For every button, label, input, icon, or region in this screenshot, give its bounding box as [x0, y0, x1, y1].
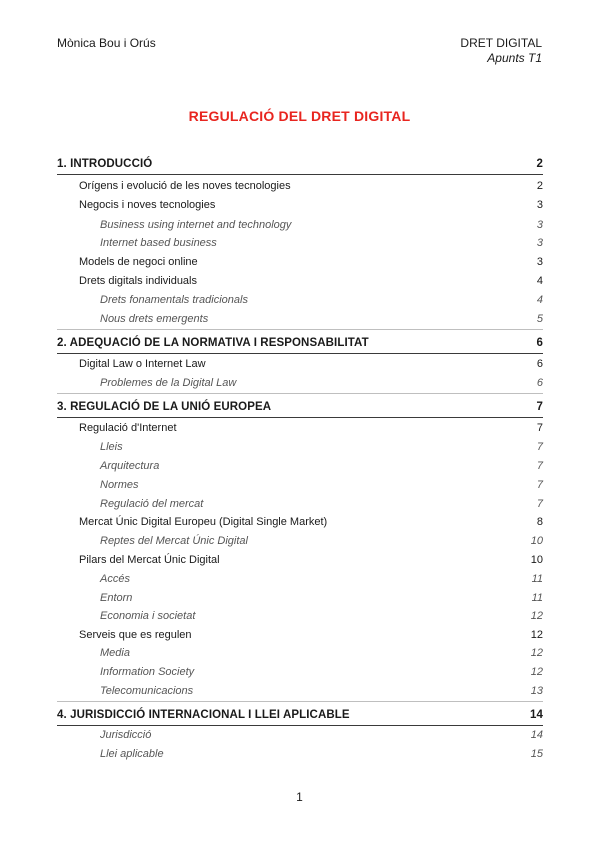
toc-entry-title: Accés [100, 573, 130, 585]
toc-entry-page: 3 [536, 256, 543, 268]
toc-entry-page: 12 [530, 666, 543, 678]
toc-entry-title: Entorn [100, 592, 133, 604]
toc-entry-page: 8 [536, 516, 543, 528]
toc-entry[interactable] [57, 532, 543, 550]
toc-entry[interactable] [57, 291, 543, 309]
toc-entry-title: Drets fonamentals tradicionals [100, 294, 248, 306]
toc-entry[interactable] [57, 234, 543, 252]
header-subject: DRET DIGITAL [460, 36, 542, 50]
toc-entry[interactable] [57, 334, 543, 352]
toc-entry-title: Serveis que es regulen [79, 629, 192, 641]
toc-entry[interactable] [57, 551, 543, 569]
toc-entry[interactable] [57, 589, 543, 607]
toc-entry[interactable] [57, 155, 543, 173]
toc-entry[interactable] [57, 419, 543, 437]
toc-entry[interactable] [57, 476, 543, 494]
toc-entry-page: 4 [536, 294, 543, 306]
toc-entry-title: Orígens i evolució de les noves tecnologies [79, 180, 291, 192]
header-author: Mònica Bou i Orús [57, 36, 156, 50]
document-title: REGULACIÓ DEL DRET DIGITAL [188, 108, 411, 124]
toc-entry-title: Problemes de la Digital Law [100, 377, 237, 389]
toc-entry[interactable] [57, 374, 543, 392]
toc-entry-page: 11 [531, 573, 543, 585]
toc-entry-title: Digital Law o Internet Law [79, 358, 206, 370]
toc-entry[interactable] [57, 495, 543, 513]
toc-entry-title: Llei aplicable [100, 748, 164, 760]
toc-entry-title: Regulació del mercat [100, 498, 204, 510]
toc-entry[interactable] [57, 355, 543, 373]
toc-entry-title: Pilars del Mercat Únic Digital [79, 554, 220, 566]
toc-entry-title: Internet based business [100, 237, 217, 249]
toc-entry[interactable] [57, 253, 543, 271]
toc-entry-page: 4 [536, 275, 543, 287]
toc-entry-title: 4. JURISDICCIÓ INTERNACIONAL I LLEI APLICABLE [57, 709, 350, 721]
toc-entry-page: 7 [536, 441, 543, 453]
toc-entry-title: Normes [100, 479, 139, 491]
toc-entry-page: 12 [530, 629, 543, 641]
toc-entry-title: Reptes del Mercat Únic Digital [100, 535, 248, 547]
toc-entry[interactable] [57, 177, 543, 195]
toc-entry-title: Jurisdicció [100, 729, 152, 741]
toc-entry-page: 3 [536, 199, 543, 211]
toc-entry-page: 13 [530, 685, 543, 697]
toc-entry-title: 1. INTRODUCCIÓ [57, 158, 153, 170]
toc-entry-page: 14 [530, 709, 543, 721]
toc-entry-title: Information Society [100, 666, 195, 678]
toc-entry-page: 3 [536, 219, 543, 231]
section-divider-light [57, 329, 543, 330]
toc-entry[interactable] [57, 644, 543, 662]
toc-entry-title: Telecomunicacions [100, 685, 194, 697]
toc-entry-page: 2 [536, 180, 543, 192]
toc-entry-page: 7 [536, 422, 543, 434]
toc-entry-page: 10 [530, 535, 543, 547]
toc-entry-page: 7 [536, 479, 543, 491]
header-right [460, 36, 542, 66]
toc-entry-page: 7 [536, 401, 543, 413]
toc-entry[interactable] [57, 626, 543, 644]
toc-entry[interactable] [57, 682, 543, 700]
section-divider [57, 353, 543, 354]
toc-entry[interactable] [57, 310, 543, 328]
toc-entry-page: 11 [531, 592, 543, 604]
page-number: 1 [296, 790, 303, 804]
toc-entry-page: 6 [536, 337, 543, 349]
toc-entry[interactable] [57, 570, 543, 588]
section-divider [57, 174, 543, 175]
toc-entry[interactable] [57, 398, 543, 416]
toc-entry-page: 7 [536, 460, 543, 472]
toc-entry-title: Media [100, 647, 130, 659]
toc-entry[interactable] [57, 196, 543, 214]
toc-entry-title: Business using internet and technology [100, 219, 292, 231]
toc-entry[interactable] [57, 438, 543, 456]
toc-entry-title: Lleis [100, 441, 123, 453]
toc-entry-title: 3. REGULACIÓ DE LA UNIÓ EUROPEA [57, 401, 272, 413]
toc-entry-title: Models de negoci online [79, 256, 198, 268]
toc-entry[interactable] [57, 216, 543, 234]
toc-entry-title: Economia i societat [100, 610, 196, 622]
toc-entry[interactable] [57, 745, 543, 763]
toc-entry[interactable] [57, 663, 543, 681]
toc-entry-page: 12 [530, 647, 543, 659]
toc-entry-title: Negocis i noves tecnologies [79, 199, 216, 211]
toc-entry-page: 14 [530, 729, 543, 741]
toc-entry[interactable] [57, 607, 543, 625]
toc-entry-page: 15 [530, 748, 543, 760]
toc-entry-title: Nous drets emergents [100, 313, 209, 325]
toc-entry[interactable] [57, 706, 543, 724]
toc-entry-title: Drets digitals individuals [79, 275, 197, 287]
header-subtitle: Apunts T1 [487, 51, 542, 65]
section-divider-light [57, 393, 543, 394]
toc-entry-page: 6 [536, 377, 543, 389]
toc-entry-page: 12 [530, 610, 543, 622]
toc-entry-page: 6 [536, 358, 543, 370]
toc-entry[interactable] [57, 726, 543, 744]
toc-entry-title: Mercat Únic Digital Europeu (Digital Single Market) [79, 516, 328, 528]
toc-entry-page: 2 [536, 158, 543, 170]
toc-entry[interactable] [57, 513, 543, 531]
toc-entry[interactable] [57, 272, 543, 290]
toc-entry[interactable] [57, 457, 543, 475]
toc-entry-page: 7 [536, 498, 543, 510]
toc-entry-page: 5 [536, 313, 543, 325]
toc-entry-page: 3 [536, 237, 543, 249]
section-divider [57, 417, 543, 418]
toc-entry-title: Arquitectura [100, 460, 160, 472]
toc-entry-title: Regulació d'Internet [79, 422, 177, 434]
toc-entry-title: 2. ADEQUACIÓ DE LA NORMATIVA I RESPONSABILITAT [57, 337, 369, 349]
section-divider-light [57, 701, 543, 702]
toc-entry-page: 10 [530, 554, 543, 566]
